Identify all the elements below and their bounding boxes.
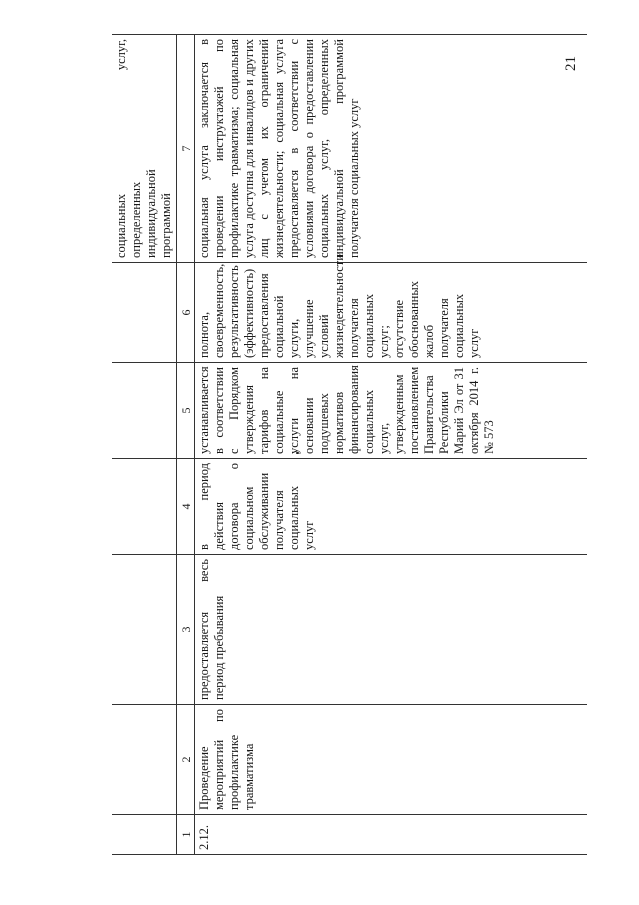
conditions-cell xyxy=(195,35,588,263)
service-name-cell xyxy=(195,705,588,815)
period-cell xyxy=(195,459,588,555)
column-number: 5 xyxy=(177,363,195,459)
service-cost: устанавливается в соответствии с Порядком утверждения тарифов на социальные услуги на основании подушевых нормативов финансирования социальных услуг, утвержденным постановлением Правительства Республики Марий Эл от 31 октября 2014 г. № 573 xyxy=(197,365,496,454)
column-number: 1 xyxy=(177,815,195,855)
service-name xyxy=(197,709,257,810)
cont-line: социальных услуг, xyxy=(114,39,128,258)
cont-cell-7 xyxy=(112,35,177,263)
continuation-row xyxy=(112,35,177,855)
rotated-table-sheet xyxy=(112,35,528,855)
service-period: в период действия договора о социальном обслуживании получателя социальных услуг xyxy=(197,463,316,550)
service-name-line: мероприятий по xyxy=(212,709,226,810)
column-number: 3 xyxy=(177,555,195,705)
page-number-text: 21 xyxy=(562,55,579,71)
column-number: 7 xyxy=(177,35,195,263)
row-number: 2.12. xyxy=(197,825,211,850)
cont-line: индивидуальной xyxy=(144,169,158,258)
term-cell xyxy=(195,555,588,705)
column-number: 6 xyxy=(177,263,195,363)
service-name-line: травматизма xyxy=(242,743,256,810)
cost-cell xyxy=(195,363,588,459)
service-name-line: Проведение xyxy=(197,746,211,810)
service-conditions: социальная услуга заключается в проведении инструктажей по профилактике травматизма; социальная услуга доступна для инвалидов и других лиц с учетом их ограничений жизнедеятельности; социальная услуга предоставляется в соответствии с условиями договора о предоставлении социальных услуг, определенных индивидуальной программой получателя социальных услуг xyxy=(197,39,361,258)
cont-cell-6 xyxy=(112,263,177,363)
row-number-cell xyxy=(195,815,588,855)
services-table xyxy=(112,34,587,855)
cont-cell-3 xyxy=(112,555,177,705)
cont-cell-5 xyxy=(112,363,177,459)
service-name-line: профилактике xyxy=(227,734,241,810)
column-number: 4 xyxy=(177,459,195,555)
cont-cell-4 xyxy=(112,459,177,555)
column-number: 2 xyxy=(177,705,195,815)
cont-line: определенных xyxy=(129,181,143,258)
indicators-cell xyxy=(195,254,588,363)
cont-line: программой xyxy=(159,193,173,258)
cont-cell-1 xyxy=(112,815,177,855)
service-term: предоставляется весь период пребывания xyxy=(197,559,226,700)
quality-indicators: полнота, своевременность, результативность (эффективность) предоставления социальной услуги, улучшение условий жизнедеятельности получателя социальных услуг; отсутствие обоснованных жалоб получателя социальных услуг xyxy=(197,254,481,358)
continuation-text xyxy=(114,39,174,258)
table-row xyxy=(195,35,588,855)
column-number-row xyxy=(177,35,195,855)
cont-cell-2 xyxy=(112,705,177,815)
